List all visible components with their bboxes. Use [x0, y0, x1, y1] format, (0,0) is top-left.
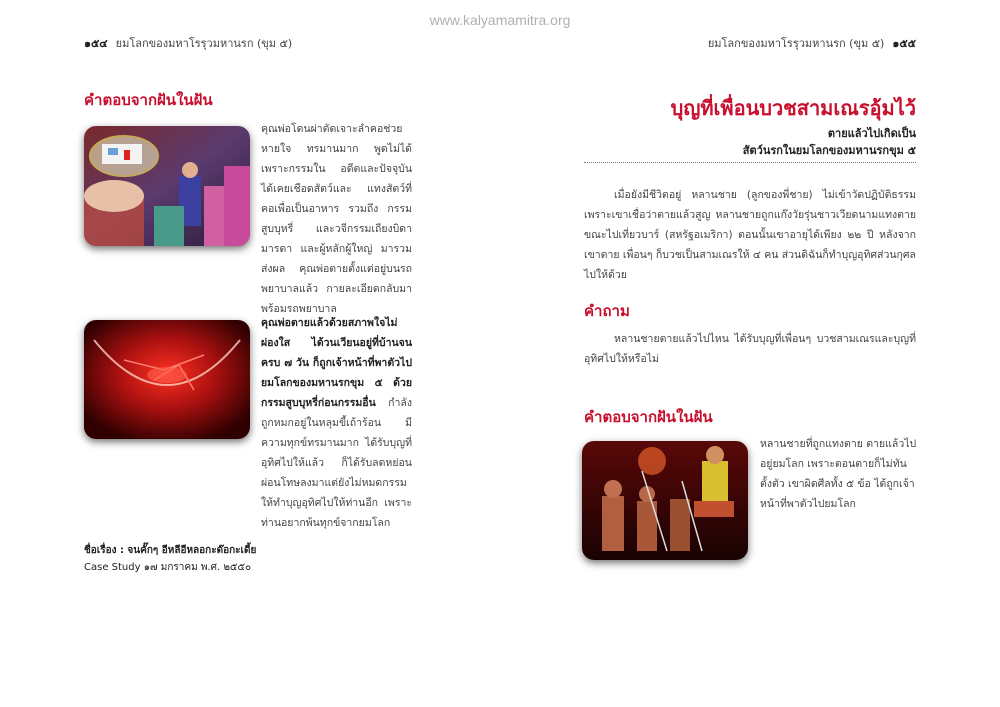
- left-paragraph-2-rest: กำลังถูกหมกอยู่ในหลุมขี้เถ้าร้อน มีความทุกข์ทรมานมาก ได้รับบุญที่อุทิศไปให้แล้ว ก็ได้รับลดหย่อนผ่อนโทษลงมาแต่ยังไม่หมดกรรม ให้ทำบุญอุทิศไปให้ท่านอีก เพราะท่านอยากพ้นทุกข์จากยมโลก: [261, 397, 412, 529]
- question-heading: คำถาม: [584, 302, 630, 320]
- left-paragraph-2-bold: คุณพ่อตายแล้วด้วยสภาพใจไม่ผ่องใส ได้วนเวียนอยู่ที่บ้านจนครบ ๗ วัน ก็ถูกเจ้าหน้าที่พาตัวไปยมโลกของมหานรกขุม ๕ ด้วยกรรมสูบบุหรี่ก่อนกรรมอื่น: [261, 317, 412, 409]
- question-text: หลานชายตายแล้วไปไหน ได้รับบุญที่เพื่อนๆ บวชสามเณรและบุญที่อุทิศไปให้หรือไม่: [584, 333, 916, 365]
- story-subtitle: [743, 125, 916, 159]
- left-section-heading: คำตอบจากฝันในฝัน: [84, 91, 213, 109]
- left-running-title: ยมโลกของมหาโรรุวมหานรก (ขุม ๕): [115, 37, 293, 50]
- source-title: ชื่อเรื่อง : จนคั๊กๆ อีหลีอีหลอกะด๊อกะเดี้ย: [84, 545, 257, 556]
- hell-guards-illustration: [582, 441, 748, 560]
- site-watermark: www.kalyamamitra.org: [429, 12, 571, 28]
- answer-text: หลานชายที่ถูกแทงตาย ตายแล้วไปอยู่ยมโลก เพราะตอนตายก็ไม่ทันตั้งตัว เขาผิดศีลทั้ง ๕ ข้อ ได้ถูกเจ้าหน้าที่พาตัวไปยมโลก: [760, 438, 917, 510]
- left-page-number: ๑๕๔: [84, 37, 108, 50]
- left-paragraph-2: [261, 313, 412, 533]
- ambulance-illustration: [84, 126, 250, 246]
- story-intro: เมื่อยังมีชีวิตอยู่ หลานชาย (ลูกของพี่ชาย) ไม่เข้าวัดปฏิบัติธรรม เพราะเขาเชื่อว่าตายแล้วสูญ หลานชายถูกแก๊งวัยรุ่นชาวเวียดนามแทงตาย ขณะไปเที่ยวบาร์ (สหรัฐอเมริกา) ตอนนั้นเขาอายุได้เพียง ๒๒ ปี หลังจากเขาตาย เพื่อนๆ ก็บวชเป็นสามเณรให้ ๔ คน ส่วนดิฉันก็ทำบุญอุทิศส่วนกุศลไปให้ด้วย: [584, 189, 916, 281]
- title-divider: [584, 162, 916, 163]
- left-paragraph-1: คุณพ่อโดนผ่าตัดเจาะลำคอช่วยหายใจ ทรมานมาก พูดไม่ได้ เพราะกรรมใน อดีตและปัจจุบัน ได้เคยเชือดสัตว์และ แทงสัตว์ที่คอเพื่อเป็นอาหาร รวมถึง กรรมสูบบุหรี่ และวจีกรรมเถียงบิดา มารดา และผู้หลักผู้ใหญ่ มารวมส่งผล คุณพ่อตายตั้งแต่อยู่บนรถพยาบาลแล้ว กายละเอียดกลับมาพร้อมรถพยาบาล: [261, 123, 412, 315]
- story-title: บุญที่เพื่อนบวชสามเณรอุ้มไว้: [670, 96, 916, 120]
- hell-pit-illustration: [84, 320, 250, 439]
- source-citation: [84, 542, 256, 576]
- right-running-header: [708, 34, 916, 52]
- right-running-title: ยมโลกของมหาโรรุวมหานรก (ขุม ๕): [707, 37, 885, 50]
- left-running-header: [84, 34, 292, 52]
- subtitle-line-1: ตายแล้วไปเกิดเป็น: [827, 127, 916, 140]
- right-page-number: ๑๕๕: [892, 37, 916, 50]
- subtitle-line-2: สัตว์นรกในยมโลกของมหานรกขุม ๕: [742, 144, 916, 157]
- answer-heading: คำตอบจากฝันในฝัน: [584, 408, 713, 426]
- source-date: Case Study ๑๗ มกราคม พ.ศ. ๒๕๕๐: [84, 562, 252, 573]
